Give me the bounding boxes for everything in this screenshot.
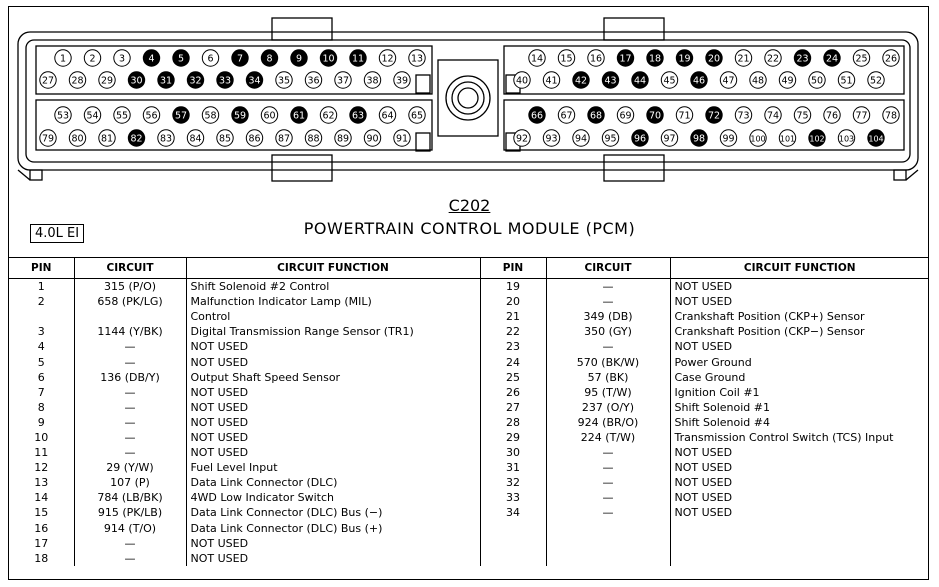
cell-func-r: Shift Solenoid #1	[670, 400, 929, 415]
pin-number: 11	[351, 53, 365, 65]
pin-number: 98	[692, 133, 706, 145]
pin-number: 40	[515, 75, 529, 87]
pin-number: 85	[218, 133, 232, 145]
shell-latch-left	[30, 170, 42, 180]
pin-number: 88	[307, 133, 320, 145]
cell-circ-l: —	[74, 445, 186, 460]
table-row	[9, 430, 929, 445]
cell-circ-r: 237 (O/Y)	[546, 400, 670, 415]
table-row	[9, 339, 929, 354]
cell-circ-r: —	[546, 460, 670, 475]
cell-pin-r: 21	[480, 309, 546, 324]
pin-number: 95	[604, 133, 617, 145]
pin-number: 56	[145, 110, 158, 122]
cell-func-r: NOT USED	[670, 490, 929, 505]
cell-circ-l: —	[74, 339, 186, 354]
cell-func-r: Crankshaft Position (CKP−) Sensor	[670, 324, 929, 339]
cell-pin-l: 13	[34, 476, 49, 490]
cell-circ-r: —	[546, 339, 670, 354]
cell-pin-l	[9, 309, 74, 324]
cell-pin-l: 17	[34, 536, 49, 550]
table-row	[9, 309, 929, 324]
cell-pin-l: 12	[34, 461, 49, 475]
table-row	[9, 354, 929, 369]
cell-func-r	[670, 551, 929, 566]
cell-func-l: NOT USED	[186, 536, 480, 551]
pin-number: 52	[869, 75, 883, 87]
cell-pin-r: 29	[480, 430, 546, 445]
header-pin-left: PIN	[9, 258, 74, 279]
pin-number: 91	[395, 133, 409, 145]
cell-func-l: NOT USED	[186, 415, 480, 430]
pin-number: 33	[218, 75, 232, 87]
pin-number: 28	[71, 75, 84, 87]
cell-func-l: Fuel Level Input	[186, 460, 480, 475]
cell-pin-r: 32	[480, 475, 546, 490]
pin-number: 18	[648, 53, 662, 65]
cell-circ-l: —	[74, 430, 186, 445]
pin-number: 47	[722, 75, 735, 87]
cell-func-l: NOT USED	[186, 385, 480, 400]
pin-number: 9	[295, 53, 303, 65]
cell-func-r: NOT USED	[670, 460, 929, 475]
pin-number: 58	[204, 110, 217, 122]
pin-number: 20	[707, 53, 721, 65]
cell-circ-l: —	[74, 415, 186, 430]
cell-circ-l: 784 (LB/BK)	[74, 490, 186, 505]
pin-number: 12	[381, 53, 394, 65]
pin-number: 71	[678, 110, 691, 122]
pin-number: 15	[560, 53, 573, 65]
cell-func-r	[670, 536, 929, 551]
center-bolt-housing	[438, 60, 498, 136]
cell-circ-r: —	[546, 294, 670, 309]
cell-pin-l: 16	[34, 521, 49, 535]
cell-circ-l: —	[74, 385, 186, 400]
pin-number: 66	[530, 110, 544, 122]
pin-number: 46	[692, 75, 706, 87]
polarizer-left-bottom	[416, 133, 430, 151]
pin-number: 50	[810, 75, 824, 87]
header-function-right: CIRCUIT FUNCTION	[670, 258, 929, 279]
table-row	[9, 370, 929, 385]
pin-number: 65	[410, 110, 424, 122]
cell-pin-l: 5	[37, 355, 45, 369]
cell-circ-l: 107 (P)	[74, 475, 186, 490]
pin-number: 38	[366, 75, 379, 87]
cell-pin-l: 6	[37, 370, 45, 384]
table-header-row	[9, 258, 929, 279]
table-row	[9, 385, 929, 400]
cell-circ-r: 349 (DB)	[546, 309, 670, 324]
pin-number: 102	[809, 134, 825, 144]
header-circuit-left: CIRCUIT	[74, 258, 186, 279]
cell-pin-r: 33	[480, 490, 546, 505]
table-row	[9, 324, 929, 339]
pin-number: 83	[159, 133, 173, 145]
pin-number: 61	[292, 110, 306, 122]
cell-pin-l: 11	[34, 446, 49, 460]
cell-pin-l: 4	[37, 340, 45, 354]
pin-number: 77	[855, 110, 868, 122]
pin-number: 13	[410, 53, 424, 65]
pin-number: 90	[366, 133, 379, 145]
table-row	[9, 460, 929, 475]
cell-circ-l: 658 (PK/LG)	[74, 294, 186, 309]
cell-circ-l: 915 (PK/LB)	[74, 505, 186, 520]
cell-pin-r	[480, 551, 546, 566]
cell-circ-l: —	[74, 354, 186, 369]
pin-number: 3	[118, 53, 126, 65]
pin-number: 35	[277, 75, 291, 87]
pin-number: 14	[530, 53, 544, 65]
header-circuit-right: CIRCUIT	[546, 258, 670, 279]
cell-circ-l: 1144 (Y/BK)	[74, 324, 186, 339]
pin-number: 42	[574, 75, 588, 87]
pin-number: 25	[855, 53, 868, 65]
cell-pin-r: 24	[480, 354, 546, 369]
pin-number: 48	[751, 75, 765, 87]
cell-pin-r: 31	[480, 460, 546, 475]
pin-number: 6	[207, 53, 214, 65]
connector-id: C202	[448, 196, 491, 215]
pin-number: 74	[766, 110, 780, 122]
pin-number: 68	[589, 110, 603, 122]
cell-func-r: NOT USED	[670, 339, 929, 354]
cell-circ-r: —	[546, 490, 670, 505]
pin-number: 8	[266, 53, 273, 65]
cell-circ-l: —	[74, 400, 186, 415]
pin-number: 101	[779, 134, 796, 144]
pin-number: 5	[177, 53, 185, 65]
pin-table	[9, 257, 929, 566]
cell-pin-l: 14	[34, 491, 49, 505]
pin-number: 99	[722, 133, 735, 145]
cell-pin-r: 25	[480, 370, 546, 385]
pin-number: 21	[737, 53, 750, 65]
table-row	[9, 415, 929, 430]
cell-circ-r: 570 (BK/W)	[546, 354, 670, 369]
pin-number: 30	[130, 75, 143, 87]
table-row	[9, 505, 929, 520]
cell-pin-r: 20	[480, 294, 546, 309]
pin-number: 75	[796, 110, 809, 122]
pin-number: 7	[236, 53, 244, 65]
center-bolt-inner	[458, 88, 478, 108]
cell-func-r: NOT USED	[670, 294, 929, 309]
cell-func-l: NOT USED	[186, 354, 480, 369]
pin-number: 27	[41, 75, 55, 87]
table-row	[9, 294, 929, 309]
pin-number: 39	[395, 75, 409, 87]
cell-pin-l: 18	[34, 551, 49, 565]
cell-circ-l	[74, 309, 186, 324]
pin-number: 51	[840, 75, 853, 87]
cell-func-r: Crankshaft Position (CKP+) Sensor	[670, 309, 929, 324]
cell-pin-r: 34	[480, 505, 546, 520]
pin-number: 70	[648, 110, 662, 122]
table-row	[9, 445, 929, 460]
cell-circ-l: 914 (T/O)	[74, 521, 186, 536]
pin-number: 104	[868, 134, 884, 144]
cell-pin-r	[480, 536, 546, 551]
pin-number: 73	[737, 110, 750, 122]
pin-number: 93	[545, 133, 558, 145]
pin-number: 57	[174, 110, 188, 122]
pin-number: 82	[130, 133, 143, 145]
connector-face-diagram	[0, 0, 939, 195]
pin-number: 37	[336, 75, 350, 87]
cell-func-l: Data Link Connector (DLC)	[186, 475, 480, 490]
cell-circ-l: 315 (P/O)	[74, 279, 186, 295]
cell-func-l: NOT USED	[186, 400, 480, 415]
cell-circ-r: —	[546, 505, 670, 520]
pin-number: 2	[89, 53, 96, 65]
pin-number: 41	[545, 75, 558, 87]
cell-circ-r	[546, 551, 670, 566]
key-top-left	[272, 18, 332, 40]
pin-number: 76	[825, 110, 839, 122]
cell-func-l: NOT USED	[186, 551, 480, 566]
pin-number: 84	[189, 133, 202, 145]
header-pin-right: PIN	[480, 258, 546, 279]
pin-number: 97	[663, 133, 676, 145]
pin-number: 94	[574, 133, 588, 145]
cell-func-r: NOT USED	[670, 279, 929, 295]
cell-pin-r: 19	[480, 279, 546, 295]
table-row	[9, 536, 929, 551]
cell-pin-r: 23	[480, 339, 546, 354]
cell-pin-r	[480, 521, 546, 536]
cell-func-r: NOT USED	[670, 505, 929, 520]
cell-pin-r: 26	[480, 385, 546, 400]
pin-number: 55	[115, 110, 129, 122]
pin-number: 64	[381, 110, 394, 122]
pin-number: 62	[322, 110, 335, 122]
cell-pin-l: 3	[37, 325, 45, 339]
pin-number: 78	[884, 110, 898, 122]
cell-circ-l: —	[74, 536, 186, 551]
cell-func-l: Output Shaft Speed Sensor	[186, 370, 480, 385]
cell-circ-r: —	[546, 445, 670, 460]
pin-number: 53	[56, 110, 70, 122]
cell-func-l: Control	[186, 309, 480, 324]
key-bottom-right	[604, 155, 664, 181]
pin-number: 23	[796, 53, 809, 65]
cell-func-r: Shift Solenoid #4	[670, 415, 929, 430]
pin-number: 92	[515, 133, 529, 145]
pin-number: 63	[351, 110, 365, 122]
pin-number: 60	[263, 110, 276, 122]
pin-number: 72	[707, 110, 721, 122]
cell-func-l: Malfunction Indicator Lamp (MIL)	[186, 294, 480, 309]
table-row	[9, 521, 929, 536]
cell-circ-r	[546, 536, 670, 551]
cell-pin-l: 7	[37, 385, 45, 399]
pin-number: 87	[277, 133, 291, 145]
cell-circ-l: 29 (Y/W)	[74, 460, 186, 475]
cell-circ-r: —	[546, 279, 670, 295]
cell-func-r: Ignition Coil #1	[670, 385, 929, 400]
key-bottom-left	[272, 155, 332, 181]
key-top-right	[604, 18, 664, 40]
pin-number: 80	[71, 133, 84, 145]
cell-pin-r: 27	[480, 400, 546, 415]
cell-func-r: Power Ground	[670, 354, 929, 369]
pin-number: 24	[825, 53, 839, 65]
cell-circ-r: —	[546, 475, 670, 490]
cell-func-r	[670, 521, 929, 536]
pin-number: 67	[560, 110, 573, 122]
cell-func-r: NOT USED	[670, 475, 929, 490]
center-bolt-mid	[452, 82, 484, 114]
table-row	[9, 400, 929, 415]
cell-func-l: NOT USED	[186, 445, 480, 460]
pin-number: 26	[884, 53, 898, 65]
cell-circ-l: 136 (DB/Y)	[74, 370, 186, 385]
cell-circ-r: 350 (GY)	[546, 324, 670, 339]
header-function-left: CIRCUIT FUNCTION	[186, 258, 480, 279]
cell-func-l: Data Link Connector (DLC) Bus (+)	[186, 521, 480, 536]
shell-foot-left	[18, 170, 30, 180]
cell-pin-l: 2	[37, 295, 45, 309]
module-title: POWERTRAIN CONTROL MODULE (PCM)	[303, 219, 636, 238]
pin-number: 103	[838, 134, 855, 144]
cell-func-l: NOT USED	[186, 339, 480, 354]
cell-circ-l: —	[74, 551, 186, 566]
cell-pin-l: 8	[37, 400, 45, 414]
pin-number: 19	[678, 53, 691, 65]
cell-circ-r: 924 (BR/O)	[546, 415, 670, 430]
pin-number: 49	[781, 75, 794, 87]
cell-func-r: NOT USED	[670, 445, 929, 460]
pin-number: 86	[248, 133, 261, 145]
pin-number: 31	[159, 75, 173, 87]
cell-func-l: 4WD Low Indicator Switch	[186, 490, 480, 505]
cell-pin-l: 1	[37, 280, 45, 294]
table-row	[9, 475, 929, 490]
cell-pin-l: 15	[34, 506, 49, 520]
cell-circ-r: 57 (BK)	[546, 370, 670, 385]
cell-func-l: Digital Transmission Range Sensor (TR1)	[186, 324, 480, 339]
engine-label: 4.0L EI	[30, 224, 84, 243]
pin-number: 44	[633, 75, 647, 87]
cell-pin-r: 30	[480, 445, 546, 460]
cell-pin-l: 10	[34, 430, 49, 444]
pin-number: 43	[604, 75, 617, 87]
cell-pin-r: 22	[480, 324, 546, 339]
pin-number: 10	[322, 53, 335, 65]
pin-number: 36	[307, 75, 320, 87]
pin-number: 34	[248, 75, 261, 87]
cell-func-l: Data Link Connector (DLC) Bus (−)	[186, 505, 480, 520]
pin-number: 81	[100, 133, 114, 145]
table-row	[9, 551, 929, 566]
pin-number: 1	[59, 53, 67, 65]
pin-number: 100	[750, 134, 766, 144]
pin-number: 4	[148, 53, 155, 65]
cell-circ-r	[546, 521, 670, 536]
pin-number: 16	[589, 53, 603, 65]
cell-func-r: Case Ground	[670, 370, 929, 385]
pin-number: 22	[766, 53, 780, 65]
pin-number: 69	[619, 110, 632, 122]
cell-pin-l: 9	[37, 415, 45, 429]
pin-number: 89	[336, 133, 350, 145]
pin-number: 59	[233, 110, 247, 122]
pin-number: 96	[633, 133, 647, 145]
table-row	[9, 279, 929, 295]
cell-circ-r: 95 (T/W)	[546, 385, 670, 400]
polarizer-left-top	[416, 75, 430, 93]
pin-number: 45	[663, 75, 676, 87]
shell-foot-right	[906, 170, 918, 180]
table-row	[9, 490, 929, 505]
pin-number: 17	[619, 53, 632, 65]
pin-number: 54	[86, 110, 99, 122]
cell-func-l: NOT USED	[186, 430, 480, 445]
cell-circ-r: 224 (T/W)	[546, 430, 670, 445]
shell-latch-right	[894, 170, 906, 180]
cell-func-l: Shift Solenoid #2 Control	[186, 279, 480, 295]
pin-number: 29	[100, 75, 114, 87]
pin-number: 32	[189, 75, 202, 87]
cell-func-r: Transmission Control Switch (TCS) Input	[670, 430, 929, 445]
cell-pin-r: 28	[480, 415, 546, 430]
pin-number: 79	[41, 133, 55, 145]
